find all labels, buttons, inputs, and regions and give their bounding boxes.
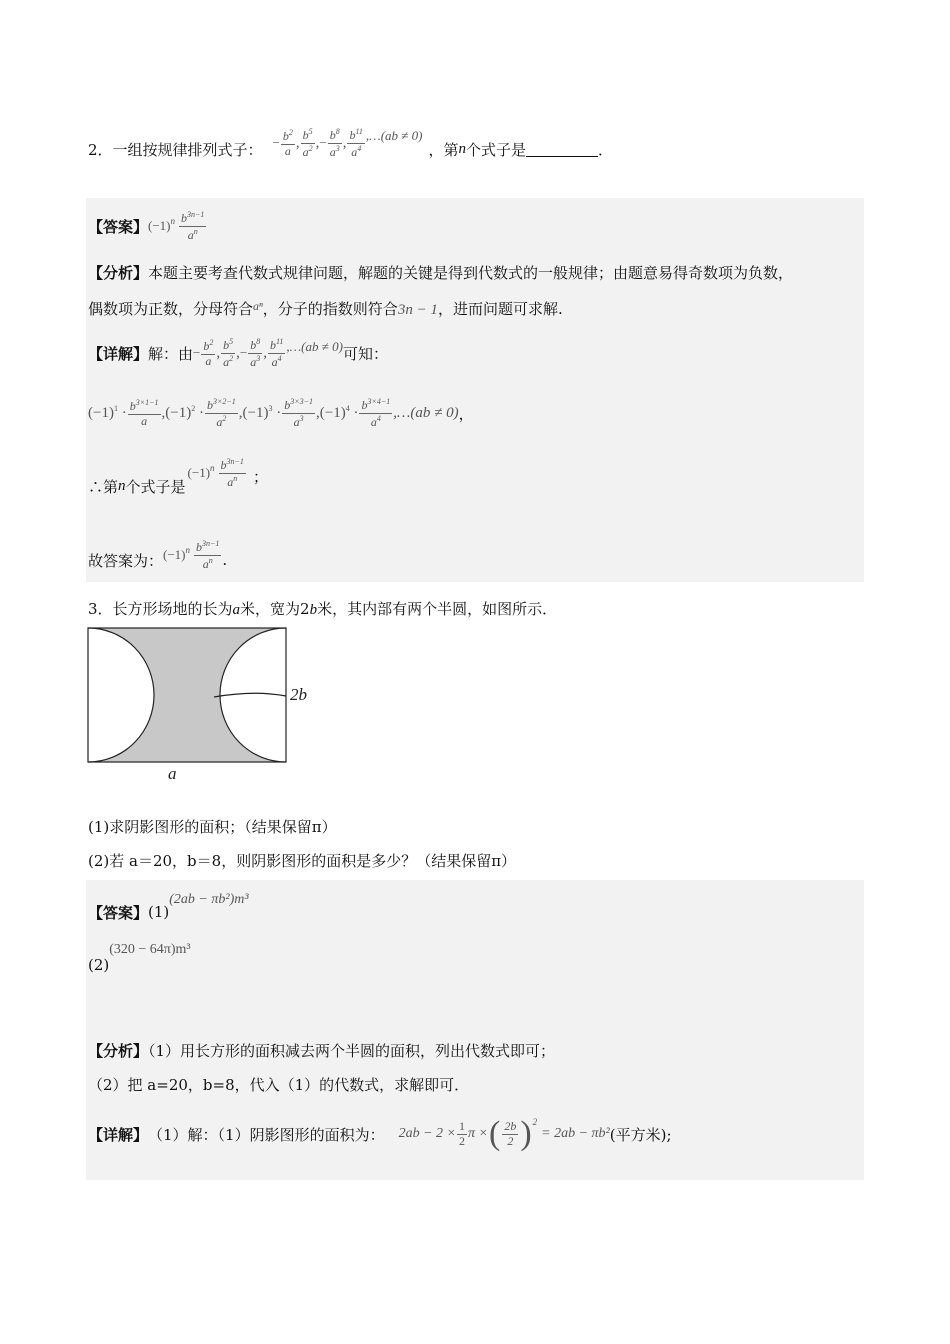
detail2-text: （1）解：（1）阴影图形的面积为： (148, 1125, 385, 1144)
analysis2-text-2: （2）把 a=20，b=8，代入（1）的代数式，求解即可． (88, 1076, 470, 1094)
final-answer-line (88, 532, 227, 578)
therefore-n: n (118, 477, 126, 494)
q2-suffix-b: 个式子是 (466, 140, 527, 159)
question-3 (88, 598, 557, 619)
analysis-label: 【分析】 (88, 264, 149, 282)
analysis2-line-1 (88, 1040, 555, 1061)
analysis-text-2b: ，分子的指数则符合 (262, 300, 398, 318)
solution-box-1 (86, 198, 864, 582)
therefore-exp-n: n (210, 463, 215, 473)
analysis-math-2: 3n − 1 (397, 302, 438, 318)
fraction: $\frac{b^5}{a^2}$ (302, 126, 313, 159)
sub-question-2: (2)若 a＝20，b＝8，则阴影图形的面积是多少？（结果保留π） (88, 852, 517, 870)
answer-denexp: n (193, 226, 198, 236)
analysis-line-2 (88, 298, 563, 319)
fraction: $\frac{b^{3\times 3-1}}{a^3}$ (284, 396, 313, 429)
detail-label: 【详解】 (88, 344, 149, 363)
square-exp: 2 (532, 1117, 538, 1127)
answer2-1-math: (2ab − πb²)m³ (169, 892, 249, 907)
final-label: 故答案为： (88, 551, 164, 570)
detail2-line (88, 1108, 672, 1160)
fraction: $\frac{b^{11}}{a^4}$ (349, 126, 363, 159)
detail2-unit: (平方米); (609, 1125, 672, 1144)
answer-fraction (179, 210, 206, 243)
fraction: $\frac{b^2}{a}$ (203, 337, 214, 368)
analysis2-label: 【分析】 (88, 1042, 149, 1060)
answer2-line-2 (88, 938, 191, 972)
answer-numexp: 3n−1 (187, 209, 205, 219)
analysis-text-1: 本题主要考查代数式规律问题，解题的关键是得到代数式的一般规律；由题意易得奇数项为负数， (148, 264, 794, 282)
analysis-text-2a: 偶数项为正数，分母符合 (88, 300, 254, 318)
answer-num: b (181, 210, 188, 225)
fraction: $\frac{b^8}{a^3}$ (329, 126, 340, 159)
rectangle-figure (84, 624, 324, 784)
detail-line-1 (88, 330, 388, 376)
answer2-line-1 (88, 890, 249, 920)
fraction: $\frac{b^{3\times 4-1}}{a^4}$ (361, 396, 391, 429)
solution-box-2 (86, 880, 864, 1180)
expansion-line (88, 390, 474, 436)
final-fraction: $\frac{b^{3n-1}}{a^n}$ (196, 538, 220, 571)
fraction: $\frac{b^8}{a^3}$ (250, 336, 261, 369)
answer2-2-math: (320 − 64π)m³ (109, 942, 191, 957)
fraction: $\frac{b^{3\times 1-1}}{a}$ (129, 397, 159, 428)
detail2-math-a: 2ab − 2 × (398, 1126, 457, 1141)
fraction: $\frac{b^5}{a^2}$ (223, 336, 234, 369)
expansion-terms: $(-1)^1$ · $\frac{b^{3\times 1-1}}{a}$ , $(-1)^2$ · $\frac{b^{3\times 2-1}}{a^2}$ , $(-1)^3$ · $\frac{b^{3\times 3-1}}{a^3}$ , $(-1)^4$ · $\frac{b^{3\times 4-1}}{a^4}$ (88, 396, 391, 429)
question-2 (88, 118, 613, 168)
detail-tail: ,…(ab ≠ 0) (286, 339, 343, 354)
sub-question-1: (1)求阴影图形的面积；（结果保留π） (88, 818, 337, 836)
sign-power: $(-1)^2$ · (165, 404, 204, 421)
therefore-text-a: ∴第 (88, 477, 119, 496)
q3-text-a: 3．长方形场地的长为 (88, 600, 233, 618)
detail2-math-b: π × (468, 1126, 488, 1141)
final-math-prefix: (−1) (163, 547, 186, 562)
q3-text-c: 米，其内部有两个半圆，如图所示． (317, 600, 558, 618)
answer-label: 【答案】 (88, 217, 149, 236)
shaded-region (88, 628, 286, 762)
answer2-2-prefix: (2) (88, 956, 110, 974)
q3-b: b (309, 602, 318, 618)
fraction: $\frac{b^{3\times 2-1}}{a^2}$ (206, 396, 236, 429)
q2-n: n (458, 140, 467, 157)
analysis2-line-2 (88, 1074, 469, 1095)
therefore-end: ； (252, 467, 268, 486)
sign-power: $(-1)^1$ · (88, 404, 127, 421)
final-end: . (222, 551, 228, 569)
therefore-line (88, 448, 268, 498)
analysis-math-1: aⁿ (253, 299, 263, 313)
width-brace (214, 693, 286, 697)
therefore-text-b: 个式子是 (125, 477, 186, 496)
q2-prefix: 2．一组按规律排列式子： (88, 140, 263, 159)
label-width: 2b (290, 685, 307, 704)
answer-exp-n: n (170, 216, 176, 226)
fraction: $\frac{b^{11}}{a^4}$ (269, 336, 284, 369)
sign-power: $(-1)^4$ · (319, 404, 359, 421)
answer-line (88, 204, 207, 248)
analysis2-text-1: （1）用长方形的面积减去两个半圆的面积，列出代数式即可； (148, 1042, 556, 1060)
q2-sequence: − $\frac{b^2}{a}$ , $\frac{b^5}{a^2}$ , − $\frac{b^8}{a^3}$ , $\frac{b^{11}}{a^4}$ (272, 126, 363, 159)
answer-blank (526, 142, 598, 157)
answer2-1-prefix: (1) (148, 903, 170, 921)
detail-sequence: − $\frac{b^2}{a}$ , $\frac{b^5}{a^2}$ , − $\frac{b^8}{a^3}$ , $\frac{b^{11}}{a^4}$ (193, 336, 284, 369)
detail2-inner: $\frac{2b}{2}$ (504, 1118, 517, 1148)
expansion-end: ， (458, 404, 474, 423)
sign-power: $(-1)^3$ · (242, 404, 282, 421)
answer-math-prefix: (−1) (148, 218, 171, 233)
final-exp-n: n (185, 545, 191, 555)
detail-text-1a: 解：由 (148, 344, 194, 363)
q2-end: ． (598, 140, 614, 159)
detail-text-1b: 可知： (342, 344, 388, 363)
therefore-math-prefix: (−1) (187, 465, 211, 480)
q3-text-b: 米，宽为2 (240, 600, 310, 618)
detail2-math-c: = 2ab − πb² (541, 1126, 610, 1141)
analysis-line-1 (88, 262, 793, 283)
answer2-label: 【答案】 (88, 903, 149, 922)
therefore-fraction: $\frac{b^{3n-1}}{a^n}$ (220, 456, 244, 489)
answer-den: a (187, 227, 194, 242)
analysis-text-2c: ，进而问题可求解. (437, 300, 563, 318)
q2-tail: ,…(ab ≠ 0) (365, 128, 423, 143)
paren-left: ( (488, 1115, 501, 1152)
label-length: a (168, 764, 177, 783)
q3-a: a (232, 602, 241, 618)
expansion-tail: ,…(ab ≠ 0) (393, 404, 459, 421)
detail2-label: 【详解】 (88, 1125, 149, 1144)
fraction: $\frac{b^2}{a}$ (282, 127, 293, 158)
q2-suffix-a: ，第 (428, 140, 459, 159)
paren-right: ) (520, 1115, 532, 1152)
detail2-half: $\frac{1}{2}$ (459, 1118, 466, 1148)
